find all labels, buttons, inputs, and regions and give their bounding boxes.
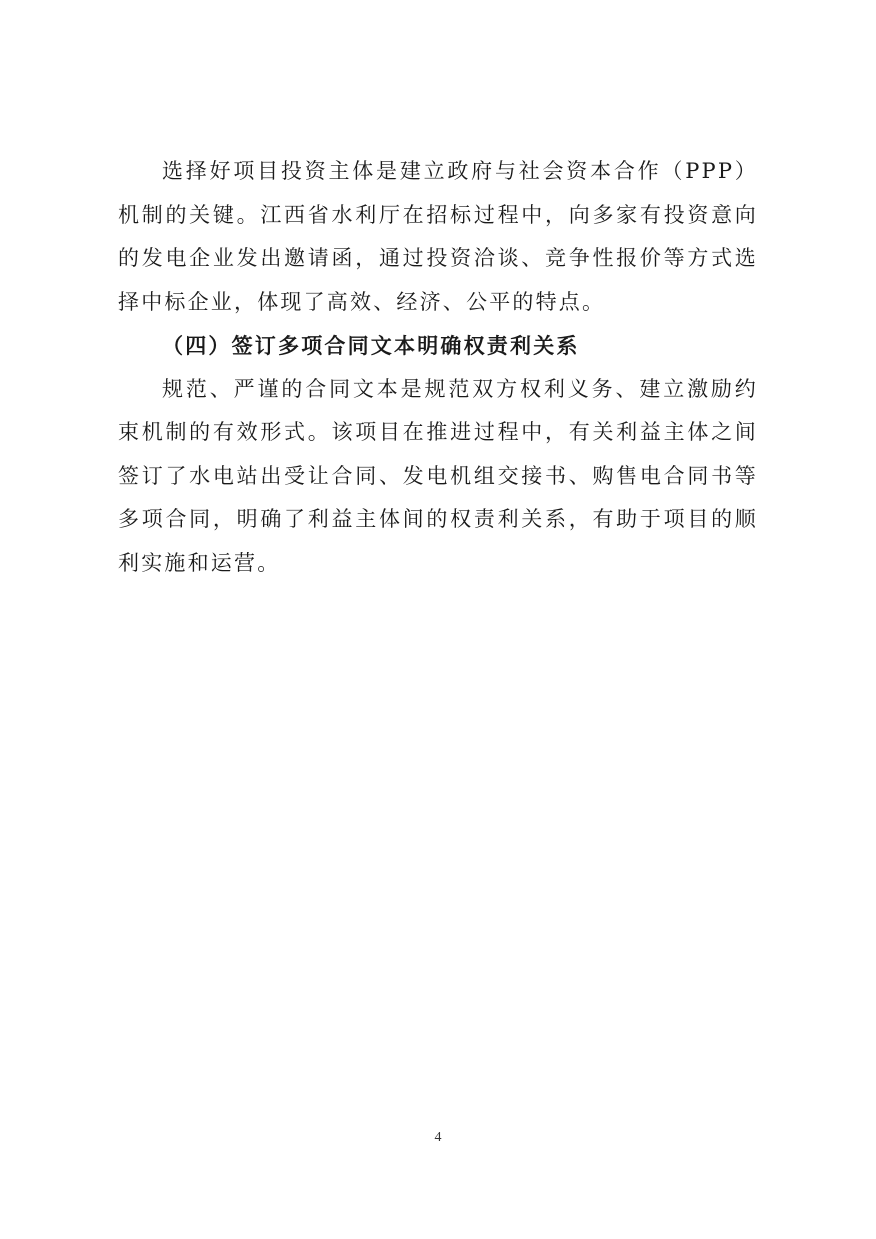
page-number: 4	[434, 1130, 442, 1145]
section-heading-contracts: （四）签订多项合同文本明确权责利关系	[162, 333, 580, 358]
paragraph-investor-selection: 选择好项目投资主体是建立政府与社会资本合作（PPP）机制的关键。江西省水利厅在招标过程中，向多家有投资意向的发电企业发出邀请函，通过投资洽谈、竞争性报价等方式选择中标企业，体现了高效、经济、公平的特点。	[118, 159, 758, 314]
document-body	[118, 150, 758, 585]
paragraph-contract-texts: 规范、严谨的合同文本是规范双方权利义务、建立激励约束机制的有效形式。该项目在推进过程中，有关利益主体之间签订了水电站出受让合同、发电机组交接书、购售电合同书等多项合同，明确了利益主体间的权责利关系，有助于项目的顺利实施和运营。	[118, 376, 758, 575]
